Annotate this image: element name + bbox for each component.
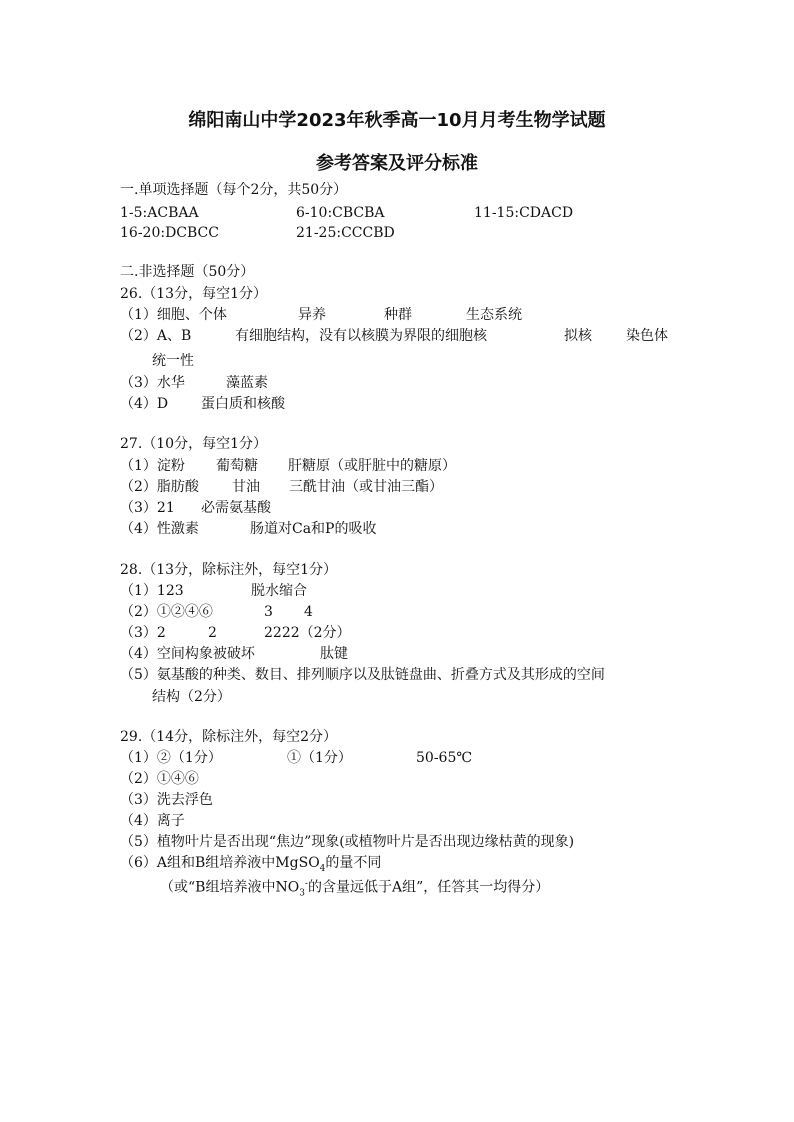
q29-1-c: 50-65℃ bbox=[416, 750, 473, 766]
q27-1-c: 肝糖原（或肝脏中的糖原） bbox=[288, 458, 456, 474]
q26-header: 26.（13分，每空1分） bbox=[120, 286, 267, 302]
q26-4-b: 蛋白质和核酸 bbox=[201, 396, 285, 412]
q26-3-b: 藻蓝素 bbox=[226, 375, 268, 391]
q26-3-a: （3）水华 bbox=[120, 375, 185, 391]
q29-6-alt bbox=[160, 874, 549, 903]
mc-answer-1-5: 1-5:ACBAA bbox=[120, 205, 199, 221]
q29-6-alt-text-b: 的含量远低于A组”，任答其一均得分） bbox=[307, 879, 550, 896]
q26-2-b: 有细胞结构，没有以核膜为界限的细胞核 bbox=[235, 328, 487, 344]
q27-2-c: 三酰甘油（或甘油三酯） bbox=[289, 479, 443, 495]
q28-2-b: 3 bbox=[264, 604, 273, 620]
page-subtitle: 参考答案及评分标准 bbox=[316, 153, 478, 174]
q27-3-a: （3）21 bbox=[120, 500, 175, 516]
q29-1-a: （1）②（1分） bbox=[120, 750, 222, 766]
mc-answer-6-10: 6-10:CBCBA bbox=[296, 205, 385, 221]
q27-2-b: 甘油 bbox=[232, 479, 260, 495]
q29-5: （5）植物叶片是否出现“焦边”现象(或植物叶片是否出现边缘枯黄的现象) bbox=[120, 834, 575, 850]
q28-3-a: （3）2 bbox=[120, 625, 166, 641]
mc-answer-21-25: 21-25:CCCBD bbox=[296, 225, 395, 241]
q29-6-subscript: 4 bbox=[319, 863, 326, 874]
q29-6-text-a: （6）A组和B组培养液中MgSO bbox=[120, 855, 320, 871]
q27-2-a: （2）脂肪酸 bbox=[120, 479, 199, 495]
q28-5-cont: 结构（2分） bbox=[152, 689, 231, 705]
q28-5: （5）氨基酸的种类、数目、排列顺序以及肽链盘曲、折叠方式及其形成的空间 bbox=[120, 667, 605, 683]
q28-1-b: 脱水缩合 bbox=[251, 583, 307, 599]
q26-4-a: （4）D bbox=[120, 396, 169, 412]
q28-2-a: （2）①②④⑥ bbox=[120, 604, 213, 620]
q26-2-cont: 统一性 bbox=[152, 353, 194, 369]
q28-2-c: 4 bbox=[304, 604, 313, 620]
q27-3-b: 必需氨基酸 bbox=[201, 500, 271, 516]
q27-1-b: 葡萄糖 bbox=[216, 458, 258, 474]
q28-4-a: （4）空间构象被破坏 bbox=[120, 646, 255, 662]
q29-6-alt-superscript: - bbox=[304, 879, 308, 889]
page-title: 绵阳南山中学2023年秋季高一10月月考生物学试题 bbox=[188, 110, 606, 131]
q29-header: 29.（14分，除标注外，每空2分） bbox=[120, 729, 337, 745]
q29-3: （3）洗去浮色 bbox=[120, 792, 213, 808]
q29-6-alt-text-a: （或“B组培养液中NO bbox=[160, 879, 300, 896]
mc-answer-11-15: 11-15:CDACD bbox=[474, 205, 574, 221]
q28-3-c: 2222（2分） bbox=[264, 625, 351, 641]
q26-1-b: 异养 bbox=[298, 307, 326, 323]
q27-4-b: 肠道对Ca和P的吸收 bbox=[250, 521, 377, 537]
q29-6-alt-subscript: 3 bbox=[299, 888, 305, 899]
q26-1-d: 生态系统 bbox=[466, 307, 522, 323]
q28-1-a: （1）123 bbox=[120, 583, 184, 599]
section1-heading: 一.单项选择题（每个2分，共50分） bbox=[120, 182, 348, 198]
q27-1-a: （1）淀粉 bbox=[120, 458, 185, 474]
q28-header: 28.（13分，除标注外，每空1分） bbox=[120, 562, 337, 578]
q29-1-b: ①（1分） bbox=[287, 750, 352, 766]
q26-1-c: 种群 bbox=[384, 307, 412, 323]
q29-2: （2）①④⑥ bbox=[120, 771, 199, 787]
mc-answer-16-20: 16-20:DCBCC bbox=[120, 225, 219, 241]
q28-4-b: 肽键 bbox=[320, 646, 348, 662]
q26-2-d: 染色体 bbox=[626, 328, 668, 344]
q27-4-a: （4）性激素 bbox=[120, 521, 199, 537]
q27-header: 27.（10分，每空1分） bbox=[120, 436, 267, 452]
q26-2-c: 拟核 bbox=[564, 328, 592, 344]
q29-6-text-b: 的量不同 bbox=[325, 855, 382, 871]
q26-1-a: （1）细胞、个体 bbox=[120, 307, 227, 323]
section2-heading: 二.非选择题（50分） bbox=[120, 264, 255, 280]
q26-2-a: （2）A、B bbox=[120, 328, 192, 344]
q28-3-b: 2 bbox=[208, 625, 217, 641]
q29-4: （4）离子 bbox=[120, 813, 185, 829]
